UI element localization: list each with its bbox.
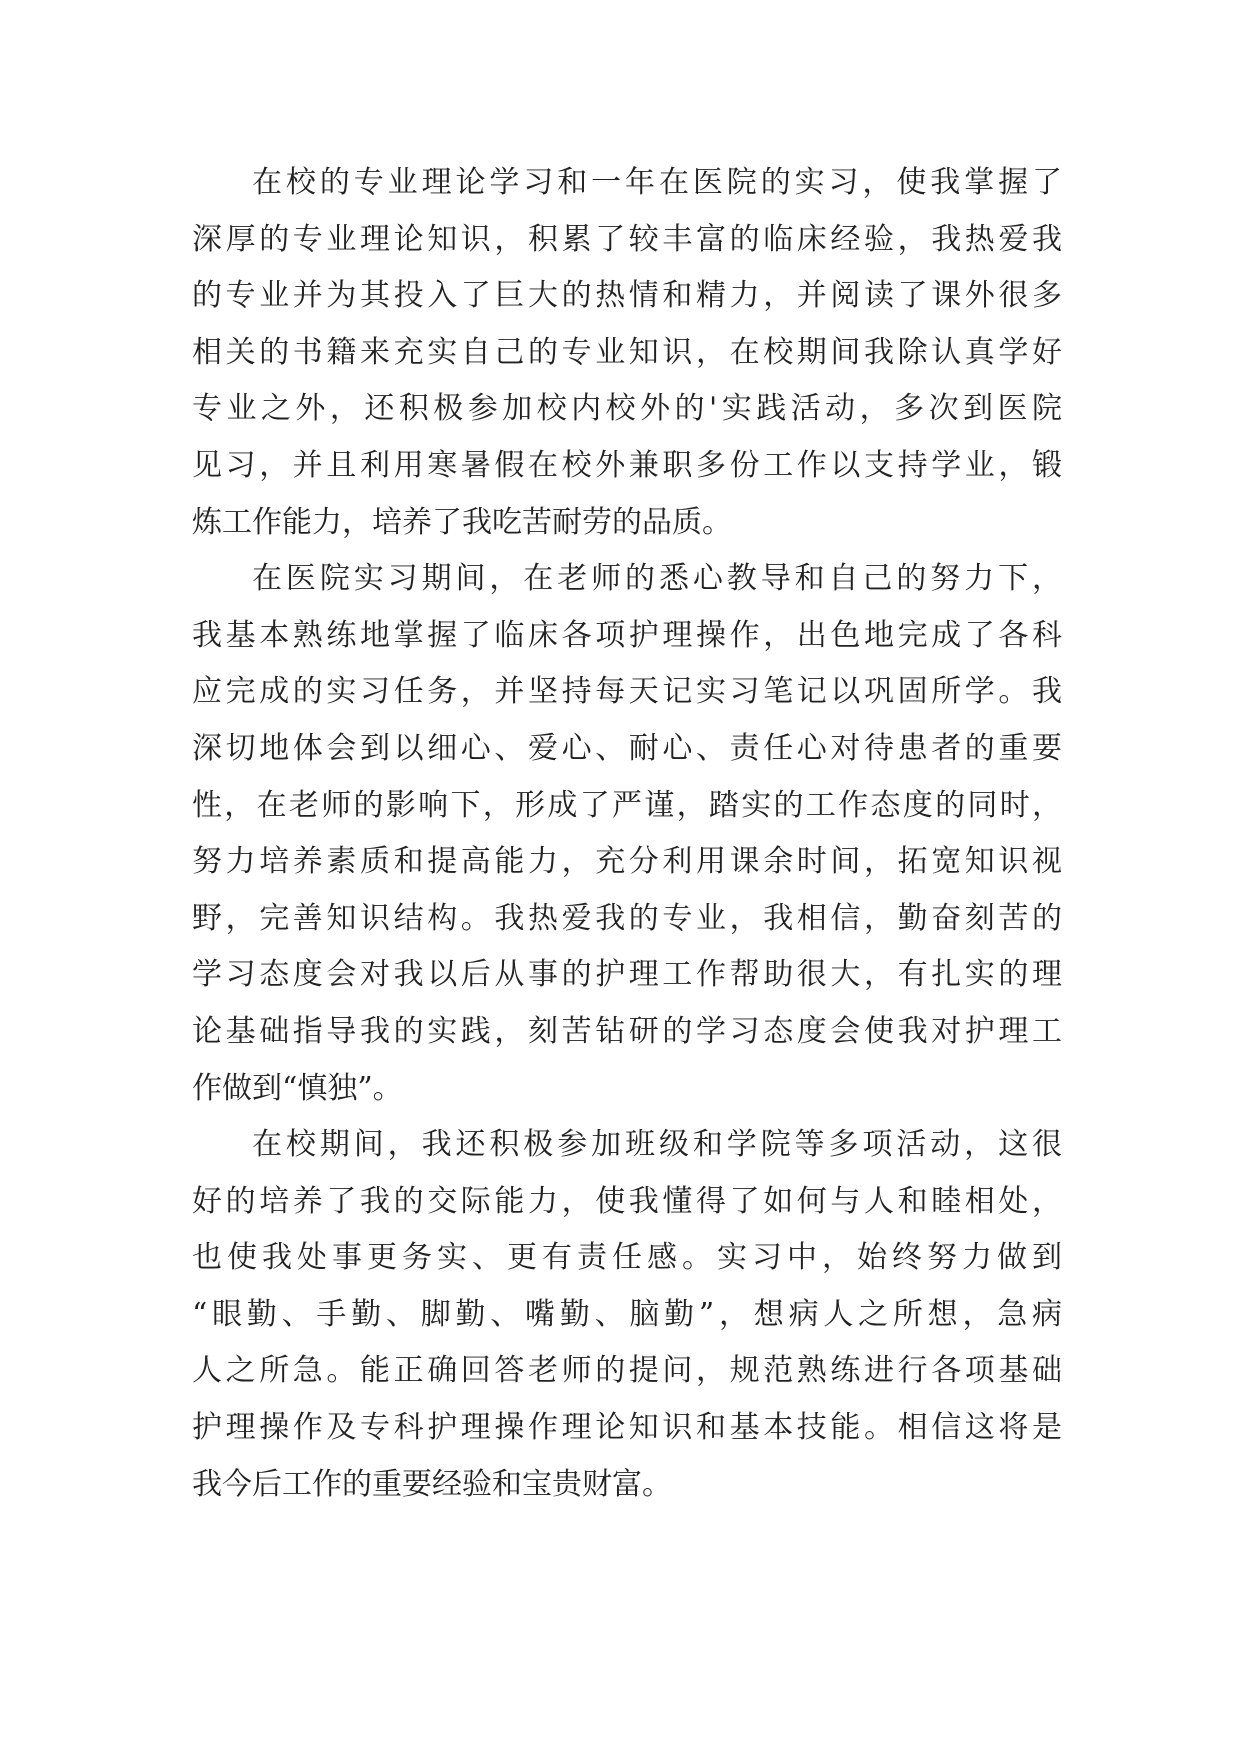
document-body [192,155,1062,1513]
paragraph-1-line-7: 炼工作能力，培养了我吃苦耐劳的品质。 [192,504,732,540]
paragraph-1-line-6: 见习，并且利用寒暑假在校外兼职多份工作以支持学业，锻 [192,447,1062,483]
paragraph-3-line-4: “眼勤、手勤、脚勤、嘴勤、脑勤”，想病人之所想，急病 [192,1296,1062,1332]
paragraph-2-line-1: 在医院实习期间，在老师的悉心教导和自己的努力下， [252,561,1062,597]
paragraph-3-line-6: 护理操作及专科护理操作理论知识和基本技能。相信这将是 [192,1410,1062,1446]
paragraph-3-line-3: 也使我处事更务实、更有责任感。实习中，始终努力做到 [192,1240,1062,1276]
paragraph-1-line-5: 专业之外，还积极参加校内校外的'实践活动，多次到医院 [192,391,1062,427]
paragraph-2-line-3: 应完成的实习任务，并坚持每天记实习笔记以巩固所学。我 [192,674,1062,710]
paragraph-1-line-1: 在校的专业理论学习和一年在医院的实习，使我掌握了 [252,165,1062,200]
paragraph-1-line-3: 的专业并为其投入了巨大的热情和精力，并阅读了课外很多 [192,278,1062,314]
paragraph-3-line-7: 我今后工作的重要经验和宝贵财富。 [192,1466,672,1502]
paragraph-2-line-6: 努力培养素质和提高能力，充分利用课余时间，拓宽知识视 [192,844,1062,880]
paragraph-2-line-2: 我基本熟练地掌握了临床各项护理操作，出色地完成了各科 [192,617,1062,653]
paragraph-2-line-7: 野，完善知识结构。我热爱我的专业，我相信，勤奋刻苦的 [192,900,1062,936]
paragraph-1-line-4: 相关的书籍来充实自己的专业知识，在校期间我除认真学好 [192,334,1062,370]
paragraph-2-line-4: 深切地体会到以细心、爱心、耐心、责任心对待患者的重要 [192,730,1062,766]
paragraph-3-line-5: 人之所急。能正确回答老师的提问，规范熟练进行各项基础 [192,1353,1062,1389]
paragraph-2-line-8: 学习态度会对我以后从事的护理工作帮助很大，有扎实的理 [192,957,1062,993]
paragraph-2-line-5: 性，在老师的影响下，形成了严谨，踏实的工作态度的同时， [192,787,1062,823]
paragraph-3-line-1: 在校期间，我还积极参加班级和学院等多项活动，这很 [252,1127,1062,1163]
paragraph-1-line-2: 深厚的专业理论知识，积累了较丰富的临床经验，我热爱我 [192,221,1062,257]
paragraph-2-line-9: 论基础指导我的实践，刻苦钻研的学习态度会使我对护理工 [192,1013,1062,1049]
paragraph-2-line-10: 作做到“慎独”。 [192,1070,403,1106]
paragraph-3-line-2: 好的培养了我的交际能力，使我懂得了如何与人和睦相处， [192,1183,1062,1219]
